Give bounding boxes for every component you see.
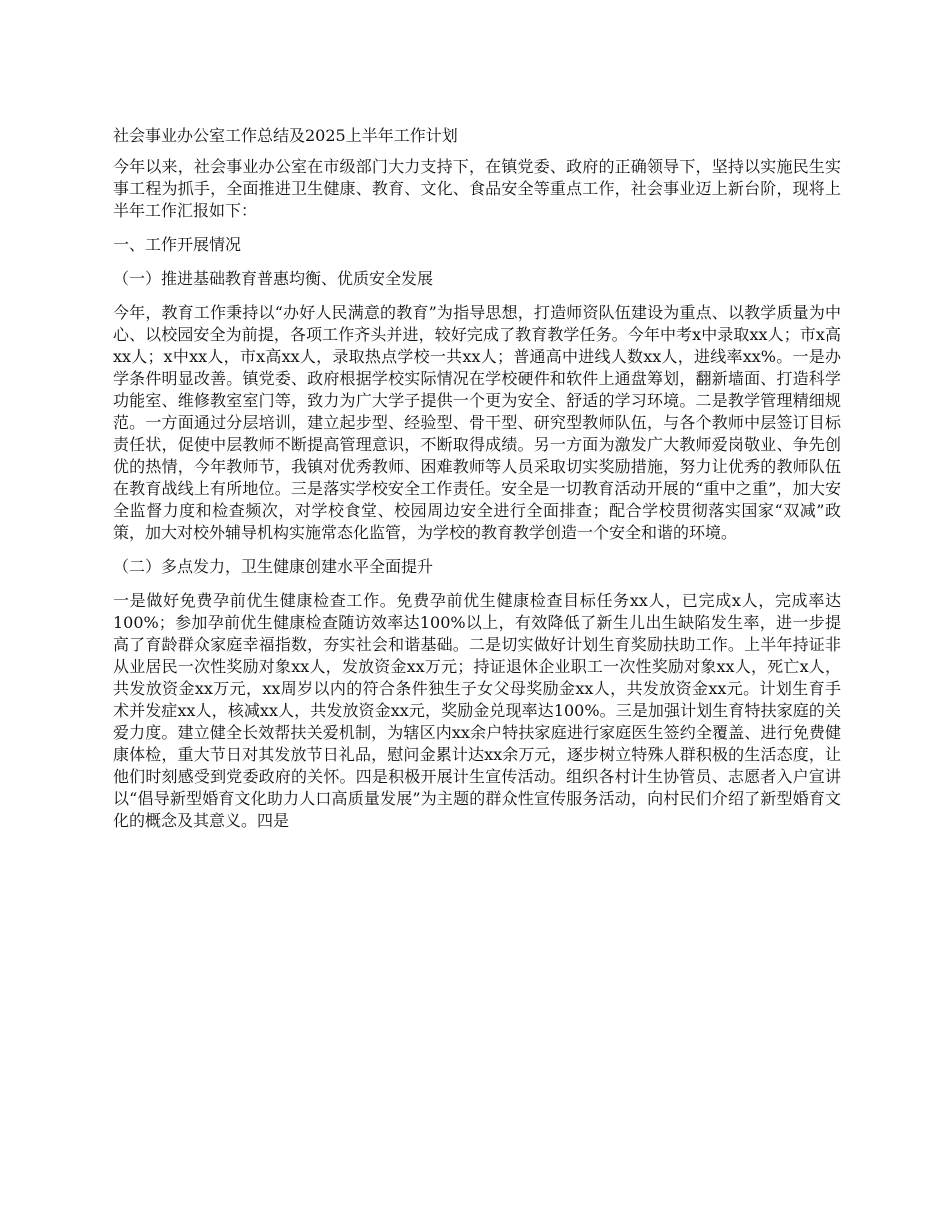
education-paragraph: 今年，教育工作秉持以“办好人民满意的教育”为指导思想，打造师资队伍建设为重点、以教学质量为中心、以校园安全为前提，各项工作齐头并进，较好完成了教育教学任务。今年中考x中录取xx人；市x高xx人；x中xx人，市x高xx人，录取热点学校一共xx人；普通高中进线人数xx人，进线率xx%。一是办学条件明显改善。镇党委、政府根据学校实际情况在学校硬件和软件上通盘筹划，翻新墙面、打造科学功能室、维修教室室门等，致力为广大学子提供一个更为安全、舒适的学习环境。二是教学管理精细规范。一方面通过分层培训，建立起步型、经验型、骨干型、研究型教师队伍，与各个教师中层签订目标责任状，促使中层教师不断提高管理意识，不断取得成绩。另一方面为激发广大教师爱岗敬业、争先创优的热情，今年教师节，我镇对优秀教师、困难教师等人员采取切实奖励措施，努力让优秀的教师队伍在教育战线上有所地位。三是落实学校安全工作责任。安全是一切教育活动开展的“重中之重”，加大安全监督力度和检查频次，对学校食堂、校园周边安全进行全面排查；配合学校贯彻落实国家“双减”政策，加大对校外辅导机构实施常态化监管，为学校的教育教学创造一个安全和谐的环境。 <box>113 303 841 542</box>
subsection-heading-health: （二）多点发力，卫生健康创建水平全面提升 <box>113 557 434 576</box>
document-page <box>113 124 841 844</box>
health-paragraph: 一是做好免费孕前优生健康检查工作。免费孕前优生健康检查目标任务xx人，已完成x人，完成率达100%；参加孕前优生健康检查随访效率达100%以上，有效降低了新生儿出生缺陷发生率，进一步提高了育龄群众家庭幸福指数，夯实社会和谐基础。二是切实做好计划生育奖励扶助工作。上半年持证非从业居民一次性奖励对象xx人，发放资金xx万元；持证退休企业职工一次性奖励对象xx人，死亡x人，共发放资金xx万元，xx周岁以内的符合条件独生子女父母奖励金xx人，共发放资金xx元。计划生育手术并发症xx人，核减xx人，共发放资金xx元，奖励金兑现率达100%。三是加强计划生育特扶家庭的关爱力度。建立健全长效帮扶关爱机制，为辖区内xx余户特扶家庭进行家庭医生签约全覆盖、进行免费健康体检，重大节日对其发放节日礼品，慰问金累计达xx余万元，逐步树立特殊人群积极的生活态度，让他们时刻感受到党委政府的关怀。四是积极开展计生宣传活动。组织各村计生协管员、志愿者入户宣讲以“倡导新型婚育文化助力人口高质量发展”为主题的群众性宣传服务活动，向村民们介绍了新型婚育文化的概念及其意义。四是 <box>113 591 841 830</box>
section-heading-1: 一、工作开展情况 <box>113 235 242 254</box>
intro-paragraph: 今年以来，社会事业办公室在市级部门大力支持下，在镇党委、政府的正确领导下，坚持以实施民生实事工程为抓手，全面推进卫生健康、教育、文化、食品安全等重点工作，社会事业迈上新台阶，现将上半年工作汇报如下： <box>113 157 841 220</box>
document-title: 社会事业办公室工作总结及2025上半年工作计划 <box>113 126 458 145</box>
subsection-heading-education: （一）推进基础教育普惠均衡、优质安全发展 <box>113 269 434 288</box>
